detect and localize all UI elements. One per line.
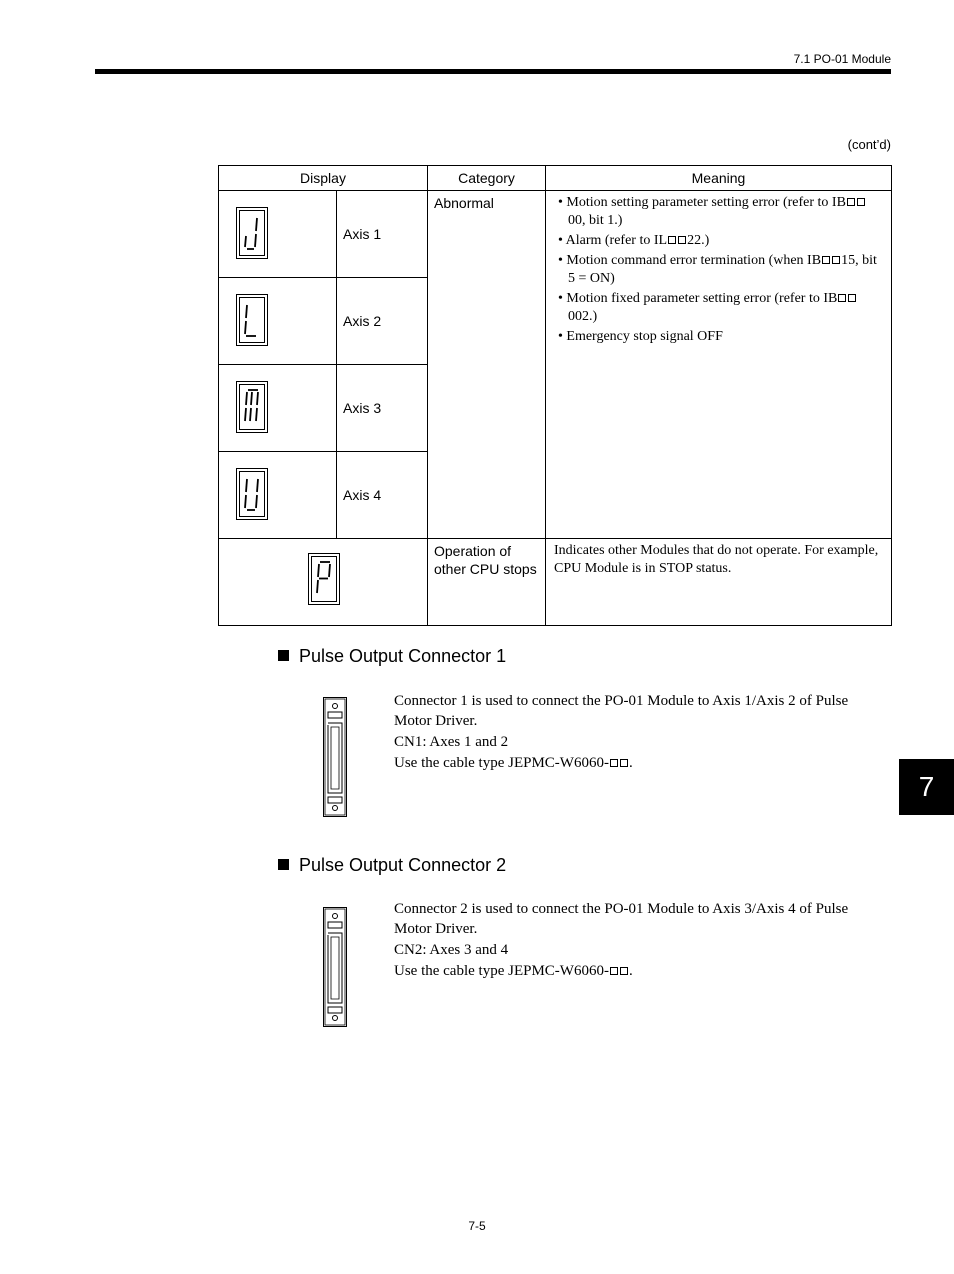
category-cpu-stop: Operation of other CPU stops (428, 539, 546, 626)
section-heading-connector-1: Pulse Output Connector 1 (278, 646, 506, 667)
connector-icon (323, 907, 347, 1027)
column-header-meaning: Meaning (546, 166, 892, 191)
running-header: 7.1 PO-01 Module (793, 52, 891, 66)
axis-label: Axis 2 (337, 278, 428, 365)
axis-label: Axis 4 (337, 452, 428, 539)
seven-segment-icon (236, 207, 268, 259)
meaning-item: • Emergency stop signal OFF (558, 329, 723, 344)
display-axis-4 (219, 452, 337, 539)
meaning-item: • Motion fixed parameter setting error (refer to IB002.) (558, 290, 883, 326)
header-rule (95, 69, 891, 74)
column-header-category: Category (428, 166, 546, 191)
column-header-display: Display (219, 166, 428, 191)
square-bullet-icon (278, 650, 289, 661)
connector-icon (323, 697, 347, 817)
seven-segment-icon (236, 381, 268, 433)
continued-label: (cont’d) (847, 137, 891, 152)
meaning-item: • Motion setting parameter setting error (refer to IB00, bit 1.) (558, 194, 883, 230)
meaning-cpu-stop: Indicates other Modules that do not operate. For example, CPU Module is in STOP status. (546, 539, 892, 626)
display-axis-2 (219, 278, 337, 365)
connector-2-description: Connector 2 is used to connect the PO-01 Module to Axis 3/Axis 4 of Pulse Motor Driver. CN2: Axes 3 and 4 Use the cable type JEPMC-W6060- . (394, 901, 849, 979)
page-number: 7-5 (468, 1219, 486, 1233)
display-cpu-stop (219, 539, 428, 626)
seven-segment-icon (236, 468, 268, 520)
square-bullet-icon (278, 859, 289, 870)
seven-segment-icon (308, 553, 340, 605)
section-heading-connector-2: Pulse Output Connector 2 (278, 855, 506, 876)
chapter-tab: 7 (899, 759, 954, 815)
display-axis-1 (219, 191, 337, 278)
meaning-abnormal (546, 191, 892, 539)
axis-label: Axis 3 (337, 365, 428, 452)
display-axis-3 (219, 365, 337, 452)
status-display-table (218, 165, 892, 626)
meaning-item: • Motion command error termination (when IB 15, bit 5 = ON) (558, 253, 877, 286)
meaning-item: • Alarm (refer to IL 22.) (558, 233, 710, 248)
connector-1-description: Connector 1 is used to connect the PO-01 Module to Axis 1/Axis 2 of Pulse Motor Driver. CN1: Axes 1 and 2 Use the cable type JEPMC-W6060- . (394, 693, 849, 771)
seven-segment-icon (236, 294, 268, 346)
category-abnormal: Abnormal (428, 191, 546, 539)
axis-label: Axis 1 (337, 191, 428, 278)
